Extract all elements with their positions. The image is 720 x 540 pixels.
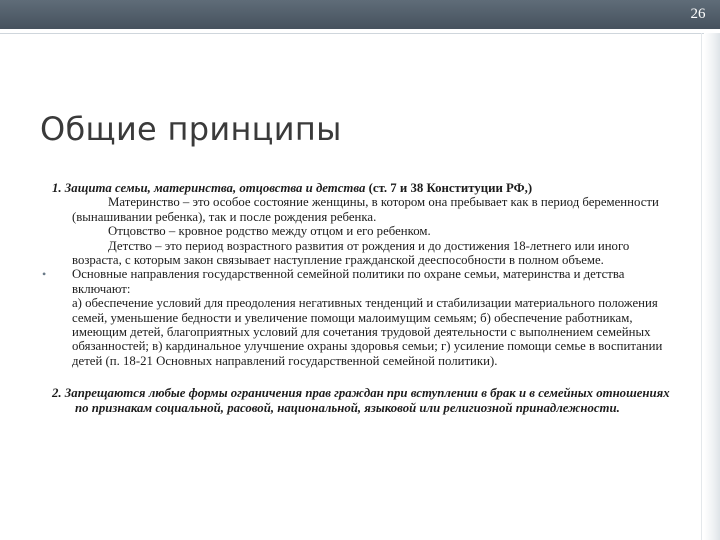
bullet-icon: • (42, 267, 47, 282)
slide-body (42, 181, 672, 415)
right-decorative-rail (704, 33, 720, 540)
right-rail-divider (701, 33, 702, 540)
paternity-definition: Отцовство – кровное родство между отцом и его ребенком. (108, 224, 431, 239)
policy-directions-bullet (42, 267, 672, 296)
slide-header-bar (0, 0, 720, 33)
childhood-definition: Детство – это период возрастного развития от рождения и до достижения 18-летнего или иного возраста, с которым закон связывает наступление гражданской дееспособности в полном объеме. (72, 238, 630, 268)
maternity-definition: Материнство – это особое состояние женщины, в котором она пребывает как в период беременности (вынашивании ребенка), так и после рождения ребенка. (72, 195, 659, 224)
section-1-heading-rest: (ст. 7 и 38 Конституции РФ,) (365, 181, 533, 195)
section-2-heading: 2. Запрещаются любые формы ограничения прав граждан при вступлении в брак и в семейных отношениях по признакам социальной, расовой, национальной, языковой или религиозной принадлежности. (52, 386, 670, 415)
page-number: 26 (690, 6, 706, 22)
section-1-heading (52, 181, 672, 195)
section-1-heading-italic: 1. Защита семьи, материнства, отцовства и детства (52, 181, 366, 195)
policy-directions-intro: Основные направления государственной семейной политики по охране семьи, материнства и детства включают: (72, 267, 625, 296)
slide-title: Общие принципы (40, 110, 342, 148)
policy-directions-list: а) обеспечение условий для преодоления негативных тенденций и стабилизации материального положения семей, уменьшение бедности и увеличение помощи малоимущим семьям; б) обеспечение работникам, имеющим детей, благоприятных условий для сочетания трудовой деятельности с выполнением семейных обязанностей; в) кардинальное улучшение охраны здоровья семьи; г) усиление помощи семье в воспитании детей (п. 18-21 Основных направлений государственной семейной политики). (72, 296, 663, 368)
